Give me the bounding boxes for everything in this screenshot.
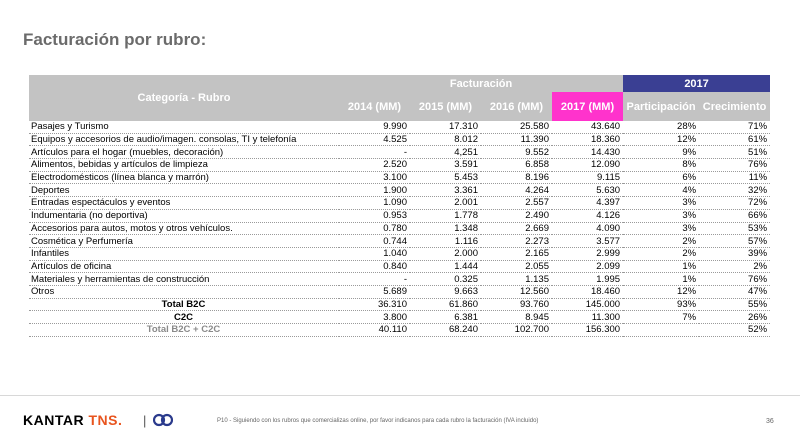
table-row: [29, 184, 770, 197]
row-value: 47%: [699, 285, 770, 298]
page-number: 36: [766, 418, 774, 425]
row-value: 2%: [623, 247, 699, 260]
row-value: 2%: [699, 260, 770, 273]
row-label: Entradas espectáculos y eventos: [29, 197, 339, 210]
row-value: 76%: [699, 273, 770, 286]
row-label: Total B2C: [29, 298, 339, 311]
row-value: 40.110: [339, 324, 410, 337]
row-value: 5.689: [339, 285, 410, 298]
row-value: 71%: [699, 121, 770, 133]
row-value: 4.397: [552, 197, 623, 210]
header-category: Categoría - Rubro: [29, 75, 339, 121]
footer-divider: [0, 395, 800, 396]
cace-logo-icon: [153, 413, 173, 427]
col-header-participacion: Participación: [623, 92, 699, 121]
row-value: 93%: [623, 298, 699, 311]
table-row: [29, 324, 770, 337]
revenue-table: [29, 75, 770, 337]
row-value: 1.348: [410, 222, 481, 235]
row-value: 11.390: [481, 133, 552, 146]
row-value: 4.264: [481, 184, 552, 197]
row-value: 2.001: [410, 197, 481, 210]
table-row: [29, 222, 770, 235]
row-label: Cosmética y Perfumería: [29, 235, 339, 248]
row-value: 2.273: [481, 235, 552, 248]
row-value: 2.055: [481, 260, 552, 273]
row-value: 4%: [623, 184, 699, 197]
row-value: 68.240: [410, 324, 481, 337]
row-value: 7%: [623, 311, 699, 324]
row-value: 12%: [623, 133, 699, 146]
row-label: Infantiles: [29, 247, 339, 260]
table-row: [29, 159, 770, 172]
row-value: 0.840: [339, 260, 410, 273]
table-row: [29, 235, 770, 248]
row-value: 145.000: [552, 298, 623, 311]
row-value: 4.126: [552, 209, 623, 222]
page-title: Facturación por rubro:: [23, 30, 207, 49]
row-value: 32%: [699, 184, 770, 197]
row-label: Materiales y herramientas de construcción: [29, 273, 339, 286]
col-header-2017: 2017 (MM): [552, 92, 623, 121]
row-value: 12.090: [552, 159, 623, 172]
row-value: 5.630: [552, 184, 623, 197]
table-row: [29, 171, 770, 184]
row-label: Otros: [29, 285, 339, 298]
row-value: 11%: [699, 171, 770, 184]
row-value: 11.300: [552, 311, 623, 324]
row-value: 9.115: [552, 171, 623, 184]
row-value: 3.577: [552, 235, 623, 248]
row-value: -: [339, 146, 410, 159]
row-value: 3%: [623, 197, 699, 210]
row-value: [623, 324, 699, 337]
table-row: [29, 311, 770, 324]
row-value: 61.860: [410, 298, 481, 311]
table-row: [29, 298, 770, 311]
row-value: 76%: [699, 159, 770, 172]
row-value: 2%: [623, 235, 699, 248]
row-value: 1.444: [410, 260, 481, 273]
table-body: [29, 121, 770, 336]
row-value: 57%: [699, 235, 770, 248]
table-row: [29, 133, 770, 146]
kantar-tns-logo: [23, 412, 122, 428]
row-label: Indumentaria (no deportiva): [29, 209, 339, 222]
row-value: 3%: [623, 209, 699, 222]
header-year-2017: 2017: [623, 75, 770, 92]
row-value: 3%: [623, 222, 699, 235]
row-value: 3.591: [410, 159, 481, 172]
row-value: 2.669: [481, 222, 552, 235]
row-value: 2.557: [481, 197, 552, 210]
row-value: 0.780: [339, 222, 410, 235]
row-value: 0.325: [410, 273, 481, 286]
logo-text: KANTAR: [23, 412, 85, 428]
col-header-2016: 2016 (MM): [481, 92, 552, 121]
row-value: 9%: [623, 146, 699, 159]
row-value: 1%: [623, 273, 699, 286]
row-value: 1.778: [410, 209, 481, 222]
row-label: Electrodomésticos (línea blanca y marrón): [29, 171, 339, 184]
row-value: -: [339, 273, 410, 286]
row-value: 26%: [699, 311, 770, 324]
row-label: Deportes: [29, 184, 339, 197]
table-row: [29, 285, 770, 298]
row-value: 6%: [623, 171, 699, 184]
row-value: 17.310: [410, 121, 481, 133]
row-label: Artículos para el hogar (muebles, decoración): [29, 146, 339, 159]
row-value: 3.361: [410, 184, 481, 197]
table-row: [29, 209, 770, 222]
col-header-2015: 2015 (MM): [410, 92, 481, 121]
row-label: Artículos de oficina: [29, 260, 339, 273]
row-value: 93.760: [481, 298, 552, 311]
row-value: 43.640: [552, 121, 623, 133]
row-value: 0.744: [339, 235, 410, 248]
row-value: 8%: [623, 159, 699, 172]
row-value: 2.999: [552, 247, 623, 260]
row-value: 6.381: [410, 311, 481, 324]
row-value: 2.000: [410, 247, 481, 260]
row-value: 18.360: [552, 133, 623, 146]
row-value: 9.663: [410, 285, 481, 298]
col-header-crecimiento: Crecimiento: [699, 92, 770, 121]
row-value: 12%: [623, 285, 699, 298]
row-label: Equipos y accesorios de audio/imagen. consolas, TI y telefonía: [29, 133, 339, 146]
table-row: [29, 260, 770, 273]
row-value: 102.700: [481, 324, 552, 337]
row-value: 36.310: [339, 298, 410, 311]
row-value: 4,251: [410, 146, 481, 159]
row-value: 5.453: [410, 171, 481, 184]
row-value: 3.800: [339, 311, 410, 324]
row-value: 25.580: [481, 121, 552, 133]
row-label: Accesorios para autos, motos y otros vehículos.: [29, 222, 339, 235]
logo-suffix: TNS.: [88, 412, 123, 428]
row-value: 51%: [699, 146, 770, 159]
table-row: [29, 247, 770, 260]
row-value: 28%: [623, 121, 699, 133]
row-value: 3.100: [339, 171, 410, 184]
row-value: 72%: [699, 197, 770, 210]
row-label: C2C: [29, 311, 339, 324]
row-value: 1.135: [481, 273, 552, 286]
row-value: 66%: [699, 209, 770, 222]
row-value: 0.953: [339, 209, 410, 222]
row-value: 8.012: [410, 133, 481, 146]
row-value: 61%: [699, 133, 770, 146]
row-value: 1.040: [339, 247, 410, 260]
row-value: 8.196: [481, 171, 552, 184]
row-value: 52%: [699, 324, 770, 337]
header-facturacion: Facturación: [339, 75, 623, 92]
row-label: Pasajes y Turismo: [29, 121, 339, 133]
table-row: [29, 121, 770, 133]
row-value: 2.520: [339, 159, 410, 172]
row-value: 2.490: [481, 209, 552, 222]
table-row: [29, 273, 770, 286]
row-value: 39%: [699, 247, 770, 260]
row-value: 1.900: [339, 184, 410, 197]
row-value: 156.300: [552, 324, 623, 337]
table-row: [29, 197, 770, 210]
row-value: 9.990: [339, 121, 410, 133]
col-header-2014: 2014 (MM): [339, 92, 410, 121]
logo-separator: |: [143, 413, 147, 428]
row-value: 55%: [699, 298, 770, 311]
row-value: 2.099: [552, 260, 623, 273]
footer-note: P10 - Siguiendo con los rubros que comercializas online, por favor indicanos para cada rubro la facturación (IVA incluido): [217, 418, 539, 424]
row-value: 18.460: [552, 285, 623, 298]
table-row: [29, 146, 770, 159]
row-value: 14.430: [552, 146, 623, 159]
row-value: 2.165: [481, 247, 552, 260]
row-value: 1.995: [552, 273, 623, 286]
row-label: Alimentos, bebidas y artículos de limpieza: [29, 159, 339, 172]
row-value: 9.552: [481, 146, 552, 159]
row-label: Total B2C + C2C: [29, 324, 339, 337]
row-value: 4.525: [339, 133, 410, 146]
row-value: 8.945: [481, 311, 552, 324]
row-value: 4.090: [552, 222, 623, 235]
row-value: 53%: [699, 222, 770, 235]
row-value: 1.090: [339, 197, 410, 210]
row-value: 1.116: [410, 235, 481, 248]
row-value: 12.560: [481, 285, 552, 298]
row-value: 6.858: [481, 159, 552, 172]
row-value: 1%: [623, 260, 699, 273]
